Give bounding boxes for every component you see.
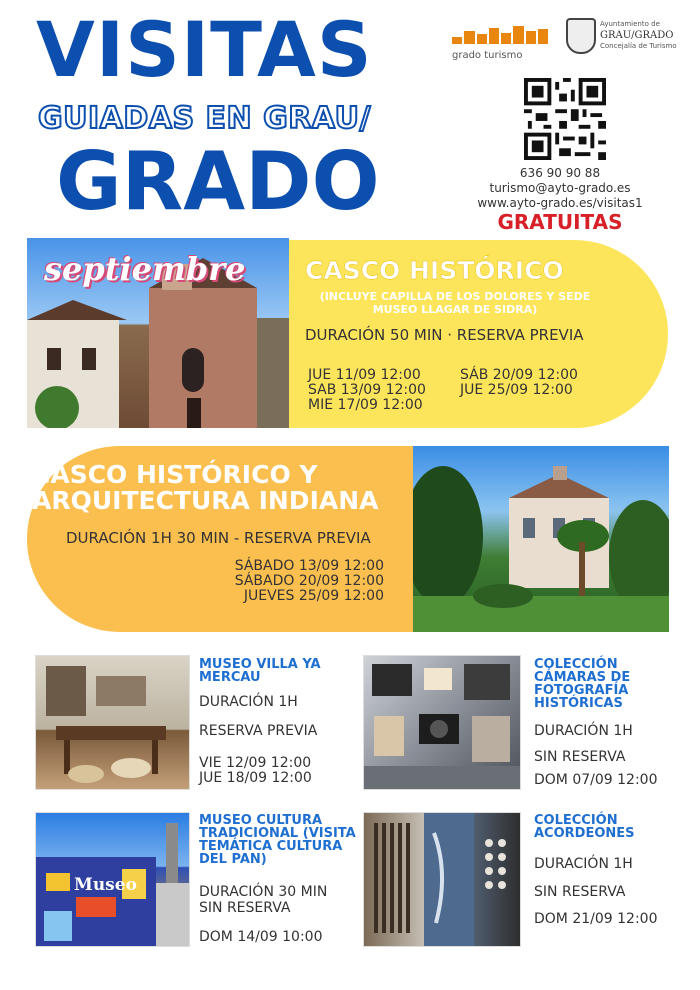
poster-title-grado: GRADO	[56, 135, 380, 228]
date-item: JUE 25/09 12:00	[460, 382, 573, 398]
poster-subtitle: GUIADAS EN GRAU/	[38, 101, 371, 136]
acordeones-date: DOM 21/09 12:00	[534, 911, 658, 927]
qr-code-icon[interactable]	[524, 78, 606, 160]
museo-villa-duration: DURACIÓN 1H	[199, 694, 298, 710]
museo-villa-booking: RESERVA PREVIA	[199, 723, 318, 739]
contact-block	[460, 166, 660, 211]
logo-bars-icon	[452, 26, 548, 44]
museo-villa-dates	[199, 756, 312, 786]
acordeones-booking: SIN RESERVA	[534, 884, 626, 900]
date-item: MIE 17/09 12:00	[308, 397, 423, 413]
casco-historico-duration: DURACIÓN 50 MIN · RESERVA PREVIA	[305, 326, 584, 344]
museo-sign-text: Museo	[74, 875, 137, 895]
acordeones-duration: DURACIÓN 1H	[534, 856, 633, 872]
arquitectura-indiana-title: CASCO HISTÓRICO Y ARQUITECTURA INDIANA	[32, 460, 379, 515]
month-script: septiembre	[44, 250, 246, 288]
acordeones-photo	[363, 812, 521, 947]
museo-cultura-booking: SIN RESERVA	[199, 900, 291, 916]
free-label: GRATUITAS	[497, 210, 623, 234]
museo-cultura-title: MUSEO CULTURA TRADICIONAL (VISITA TEMÁTICA CULTURA DEL PAN)	[199, 813, 356, 867]
ayto-small: Ayuntamiento de	[600, 20, 660, 28]
camaras-duration: DURACIÓN 1H	[534, 723, 633, 739]
poster-title: VISITAS	[36, 5, 373, 94]
ayto-name: GRAU/GRADO	[600, 30, 674, 42]
casco-historico-dates-col2	[460, 368, 578, 398]
phone-number[interactable]: 636 90 90 88	[519, 166, 601, 180]
casco-historico-dates-col1	[308, 368, 426, 413]
acordeones-title: COLECCIÓN ACORDEONES	[534, 813, 635, 841]
date-item: VIE 12/09 12:00	[199, 755, 312, 771]
camaras-date: DOM 07/09 12:00	[534, 772, 658, 788]
arquitectura-indiana-duration: DURACIÓN 1H 30 MIN - RESERVA PREVIA	[66, 529, 371, 547]
museo-villa-title: MUSEO VILLA YA MERCAU	[199, 657, 321, 685]
grado-turismo-logo	[452, 26, 548, 64]
coat-of-arms-icon	[566, 18, 596, 54]
date-item: SÁBADO 20/09 12:00	[234, 573, 384, 589]
camaras-photo	[363, 655, 521, 790]
camaras-booking: SIN RESERVA	[534, 749, 626, 765]
date-item: SAB 13/09 12:00	[308, 382, 426, 398]
date-item: SÁB 20/09 12:00	[460, 367, 578, 383]
date-item: JUEVES 25/09 12:00	[243, 588, 384, 604]
date-item: SÁBADO 13/09 12:00	[234, 558, 384, 574]
museo-cultura-duration: DURACIÓN 30 MIN	[199, 884, 328, 900]
arquitectura-indiana-photo	[413, 446, 669, 632]
arquitectura-indiana-dates	[220, 559, 384, 604]
email-link[interactable]: turismo@ayto-grado.es	[489, 181, 631, 195]
museo-cultura-photo	[35, 812, 190, 947]
ayuntamiento-logo	[566, 18, 686, 68]
logo-turismo-text: grado turismo	[452, 50, 523, 61]
date-item: JUE 18/09 12:00	[199, 770, 312, 786]
museo-cultura-date: DOM 14/09 10:00	[199, 929, 323, 945]
casco-historico-note: (INCLUYE CAPILLA DE LOS DOLORES Y SEDE MUSEO LLAGAR DE SIDRA)	[319, 290, 591, 316]
casco-historico-title: CASCO HISTÓRICO	[305, 256, 564, 285]
web-link[interactable]: www.ayto-grado.es/visitas1	[477, 196, 643, 210]
date-item: JUE 11/09 12:00	[308, 367, 421, 383]
museo-villa-photo	[35, 655, 190, 790]
camaras-title: COLECCIÓN CÁMARAS DE FOTOGRAFÍA HISTÓRICAS	[534, 657, 631, 711]
ayto-sub: Concejalía de Turismo	[600, 42, 677, 51]
